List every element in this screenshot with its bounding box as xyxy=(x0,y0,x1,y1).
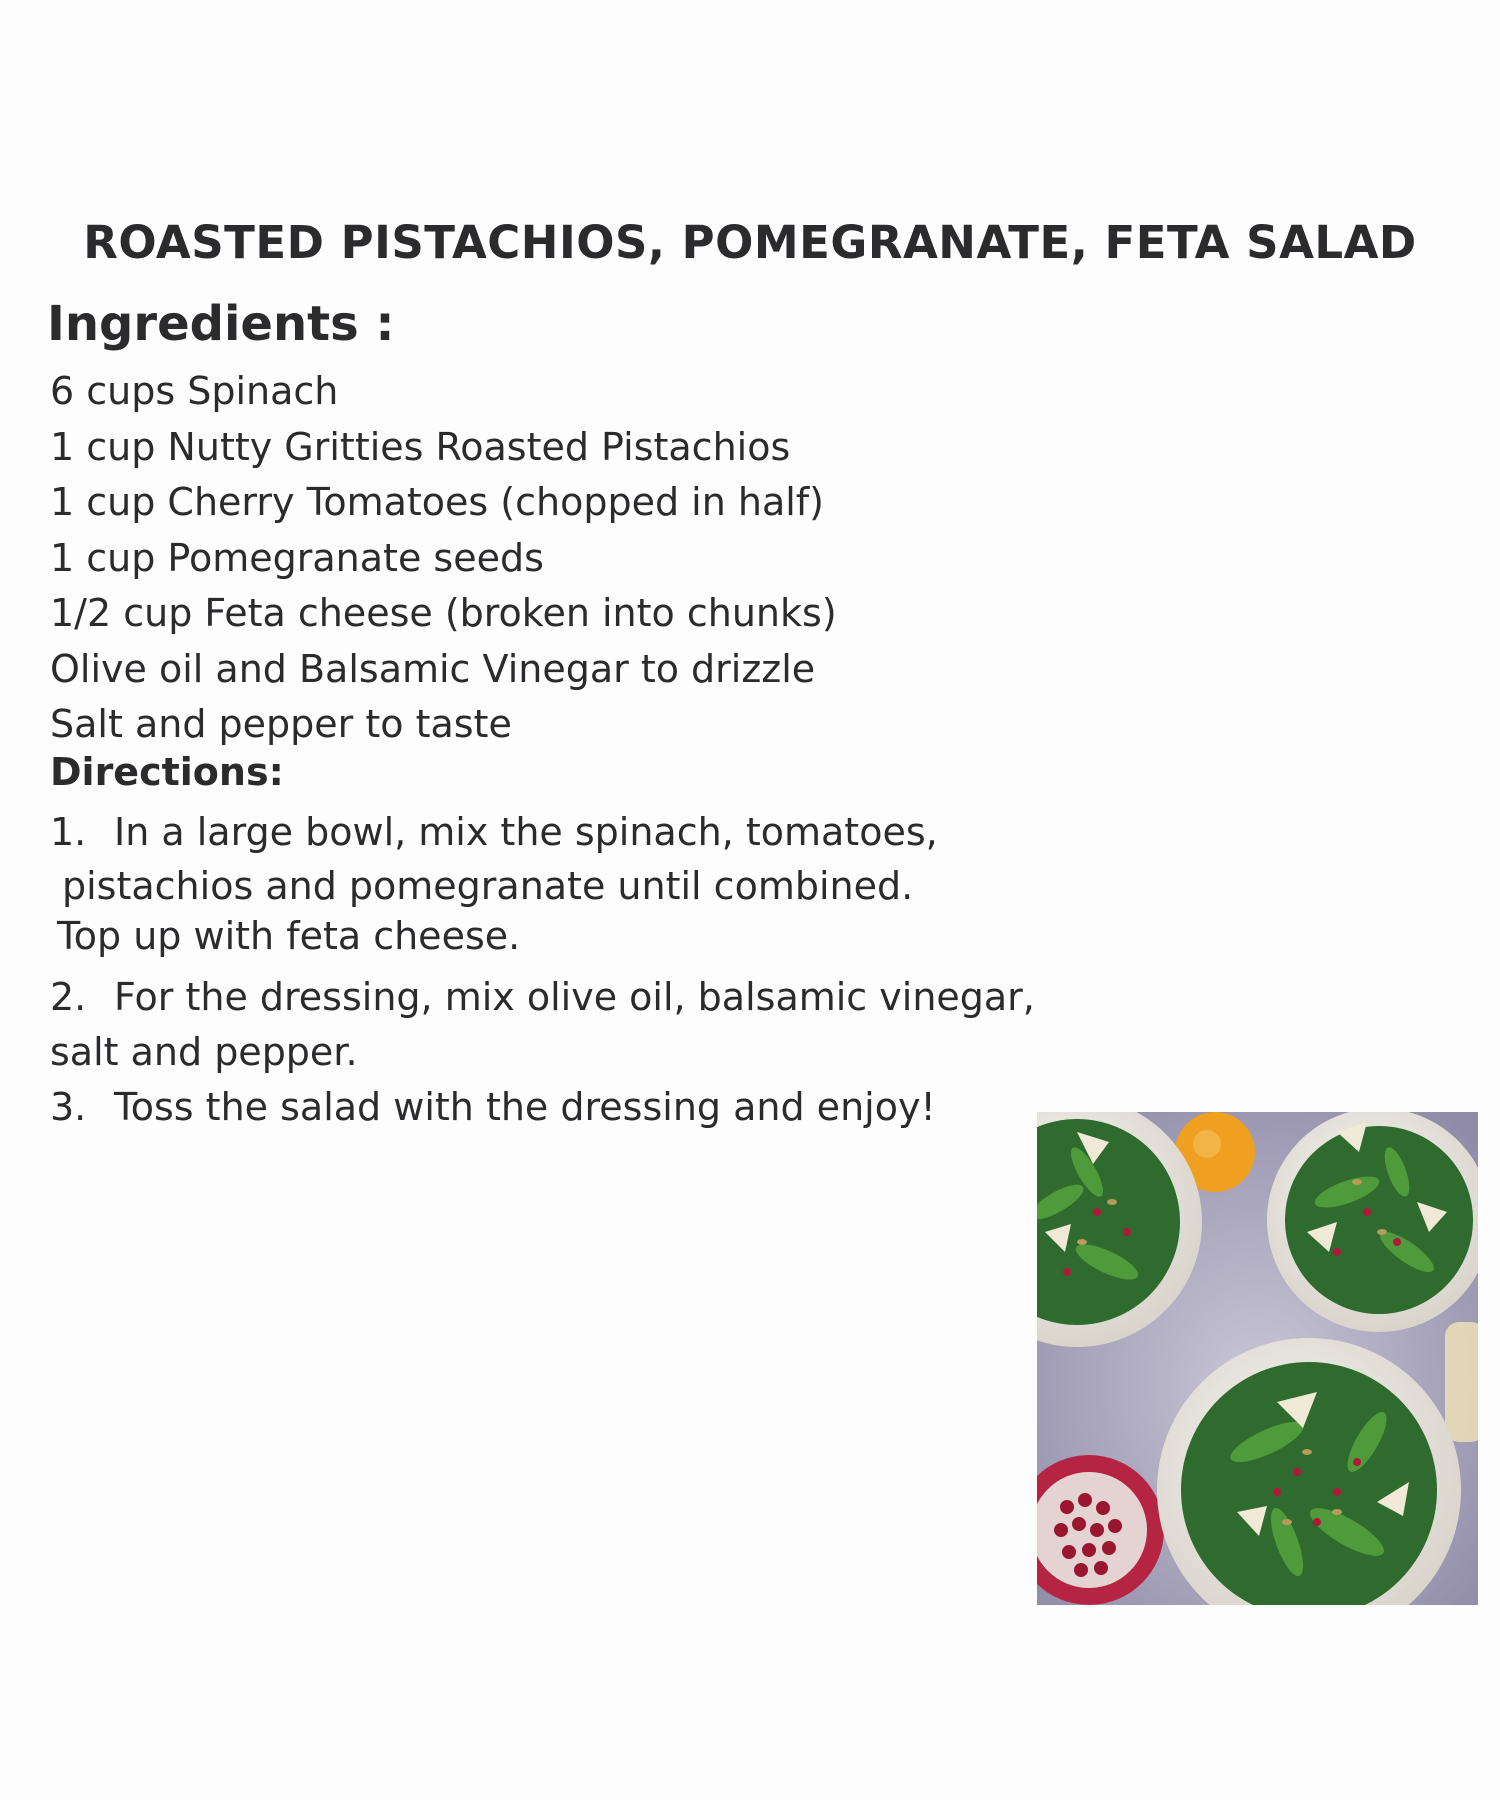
ingredient-item: Olive oil and Balsamic Vinegar to drizzle xyxy=(50,646,816,691)
ingredient-item: 1 cup Pomegranate seeds xyxy=(50,535,544,580)
ingredient-item: 1 cup Nutty Gritties Roasted Pistachios xyxy=(50,424,791,469)
step-text: Toss the salad with the dressing and enjoy! xyxy=(114,1085,936,1129)
ingredients-heading: Ingredients : xyxy=(47,296,395,352)
step-text: salt and pepper. xyxy=(50,1030,358,1074)
step-number: 2. xyxy=(50,975,87,1019)
step-text: pistachios and pomegranate until combined. xyxy=(62,864,914,908)
direction-step xyxy=(50,1081,936,1133)
directions-heading: Directions: xyxy=(50,750,284,794)
direction-step xyxy=(50,971,1035,1023)
ingredient-item: 1 cup Cherry Tomatoes (chopped in half) xyxy=(50,480,825,524)
step-number: 3. xyxy=(50,1085,87,1129)
step-text: Top up with feta cheese. xyxy=(57,914,521,958)
ingredient-item: Salt and pepper to taste xyxy=(50,702,512,746)
ingredient-item: 1/2 cup Feta cheese (broken into chunks) xyxy=(50,591,837,635)
step-number: 1. xyxy=(50,810,87,854)
ingredient-item: 6 cups Spinach xyxy=(50,369,339,413)
step-text: For the dressing, mix olive oil, balsamic vinegar, xyxy=(114,975,1035,1019)
direction-step xyxy=(50,806,938,858)
salad-photo xyxy=(1037,1112,1478,1605)
ingredients-list xyxy=(50,364,837,753)
step-text: In a large bowl, mix the spinach, tomatoes, xyxy=(114,810,938,854)
recipe-title: ROASTED PISTACHIOS, POMEGRANATE, FETA SALAD xyxy=(83,216,1417,269)
